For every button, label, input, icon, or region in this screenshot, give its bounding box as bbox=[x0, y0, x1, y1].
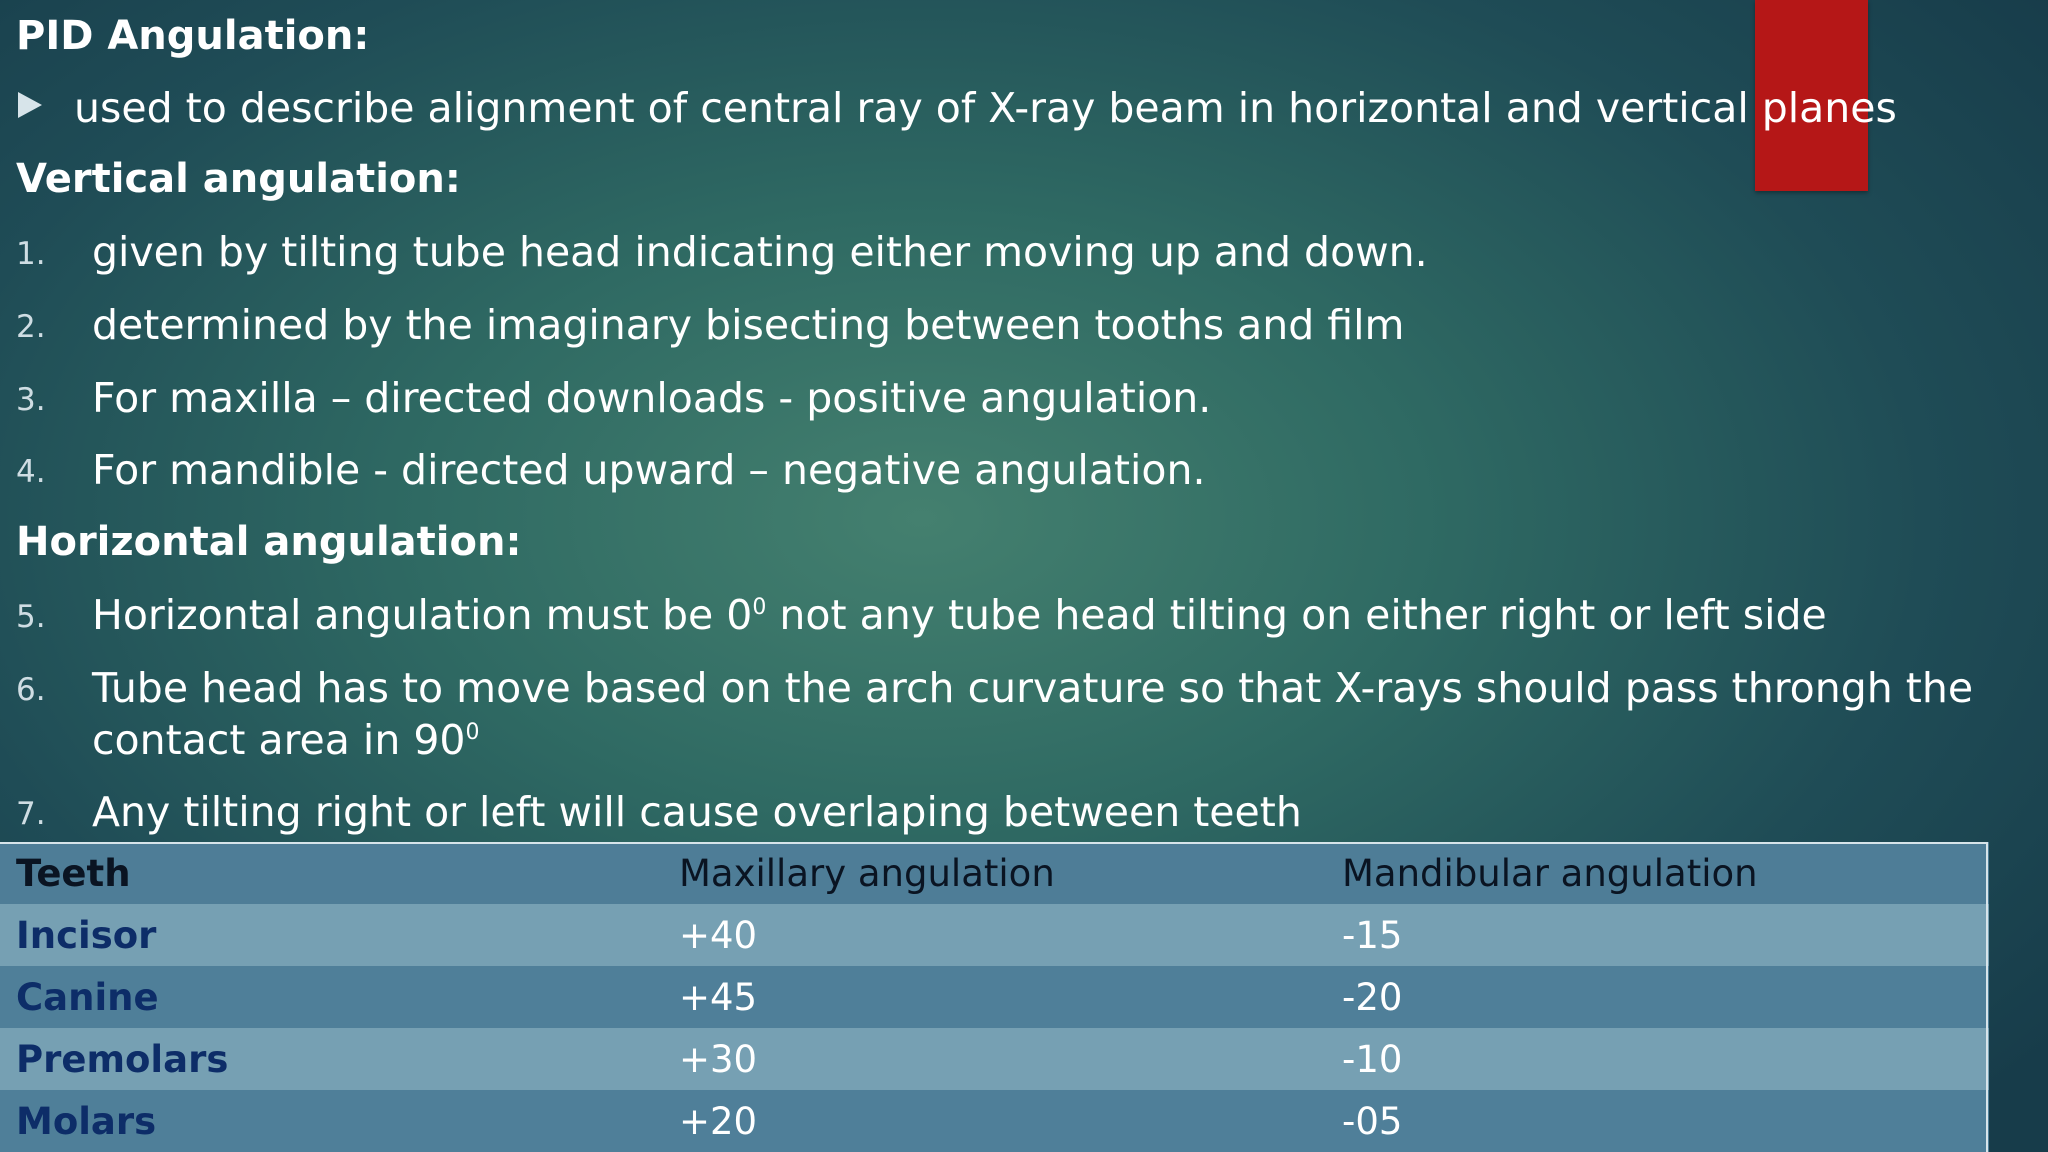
list-number: 1. bbox=[16, 236, 46, 272]
list-item-text bbox=[92, 589, 1827, 641]
header-teeth: Teeth bbox=[16, 851, 131, 895]
tooth-name: Molars bbox=[16, 1099, 157, 1143]
tooth-name: Incisor bbox=[16, 913, 157, 957]
list-number: 5. bbox=[16, 599, 46, 635]
maxillary-value: +30 bbox=[679, 1037, 758, 1081]
triangle-bullet-icon bbox=[18, 92, 42, 118]
list-item-text-part: contact area in 90 bbox=[92, 716, 466, 764]
list-item-text: Any tilting right or left will cause overlaping between teeth bbox=[92, 788, 1302, 836]
list-number: 7. bbox=[16, 796, 46, 832]
table-row bbox=[0, 1028, 1989, 1090]
maxillary-value: +40 bbox=[679, 913, 758, 957]
list-number: 2. bbox=[16, 309, 46, 345]
list-item-text: Tube head has to move based on the arch curvature so that X-rays should pass throngh the bbox=[92, 664, 1974, 712]
mandibular-value: -20 bbox=[1342, 975, 1403, 1019]
list-item-text-continued bbox=[92, 714, 480, 766]
table-row bbox=[0, 1090, 1989, 1152]
tooth-name: Premolars bbox=[16, 1037, 229, 1081]
table-header-row bbox=[0, 842, 1989, 904]
list-item-text: given by tilting tube head indicating either moving up and down. bbox=[92, 228, 1428, 276]
list-item-text: For mandible - directed upward – negative angulation. bbox=[92, 446, 1206, 494]
heading-horizontal-angulation: Horizontal angulation: bbox=[16, 519, 522, 565]
maxillary-value: +20 bbox=[679, 1099, 758, 1143]
superscript-degree: 0 bbox=[465, 720, 480, 745]
list-item-text: For maxilla – directed downloads - positive angulation. bbox=[92, 374, 1212, 422]
list-item-text-part: not any tube head tilting on either right or left side bbox=[766, 591, 1827, 639]
table-row bbox=[0, 966, 1989, 1028]
mandibular-value: -05 bbox=[1342, 1099, 1403, 1143]
list-item-text-part: Horizontal angulation must be 0 bbox=[92, 591, 753, 639]
list-item-text: determined by the imaginary bisecting between tooths and film bbox=[92, 301, 1405, 349]
maxillary-value: +45 bbox=[679, 975, 758, 1019]
table-row bbox=[0, 904, 1989, 966]
mandibular-value: -15 bbox=[1342, 913, 1403, 957]
heading-pid-angulation: PID Angulation: bbox=[16, 13, 370, 59]
list-number: 3. bbox=[16, 382, 46, 418]
list-number: 4. bbox=[16, 454, 46, 490]
angulation-table bbox=[0, 842, 1989, 1152]
mandibular-value: -10 bbox=[1342, 1037, 1403, 1081]
header-mandibular-angulation: Mandibular angulation bbox=[1342, 851, 1758, 895]
heading-vertical-angulation: Vertical angulation: bbox=[16, 156, 461, 202]
tooth-name: Canine bbox=[16, 975, 159, 1019]
bullet-item bbox=[16, 82, 1996, 134]
list-number: 6. bbox=[16, 672, 46, 708]
header-maxillary-angulation: Maxillary angulation bbox=[679, 851, 1055, 895]
superscript-degree: 0 bbox=[752, 595, 767, 620]
bullet-text: used to describe alignment of central ray of X-ray beam in horizontal and vertical planes bbox=[74, 84, 1897, 132]
